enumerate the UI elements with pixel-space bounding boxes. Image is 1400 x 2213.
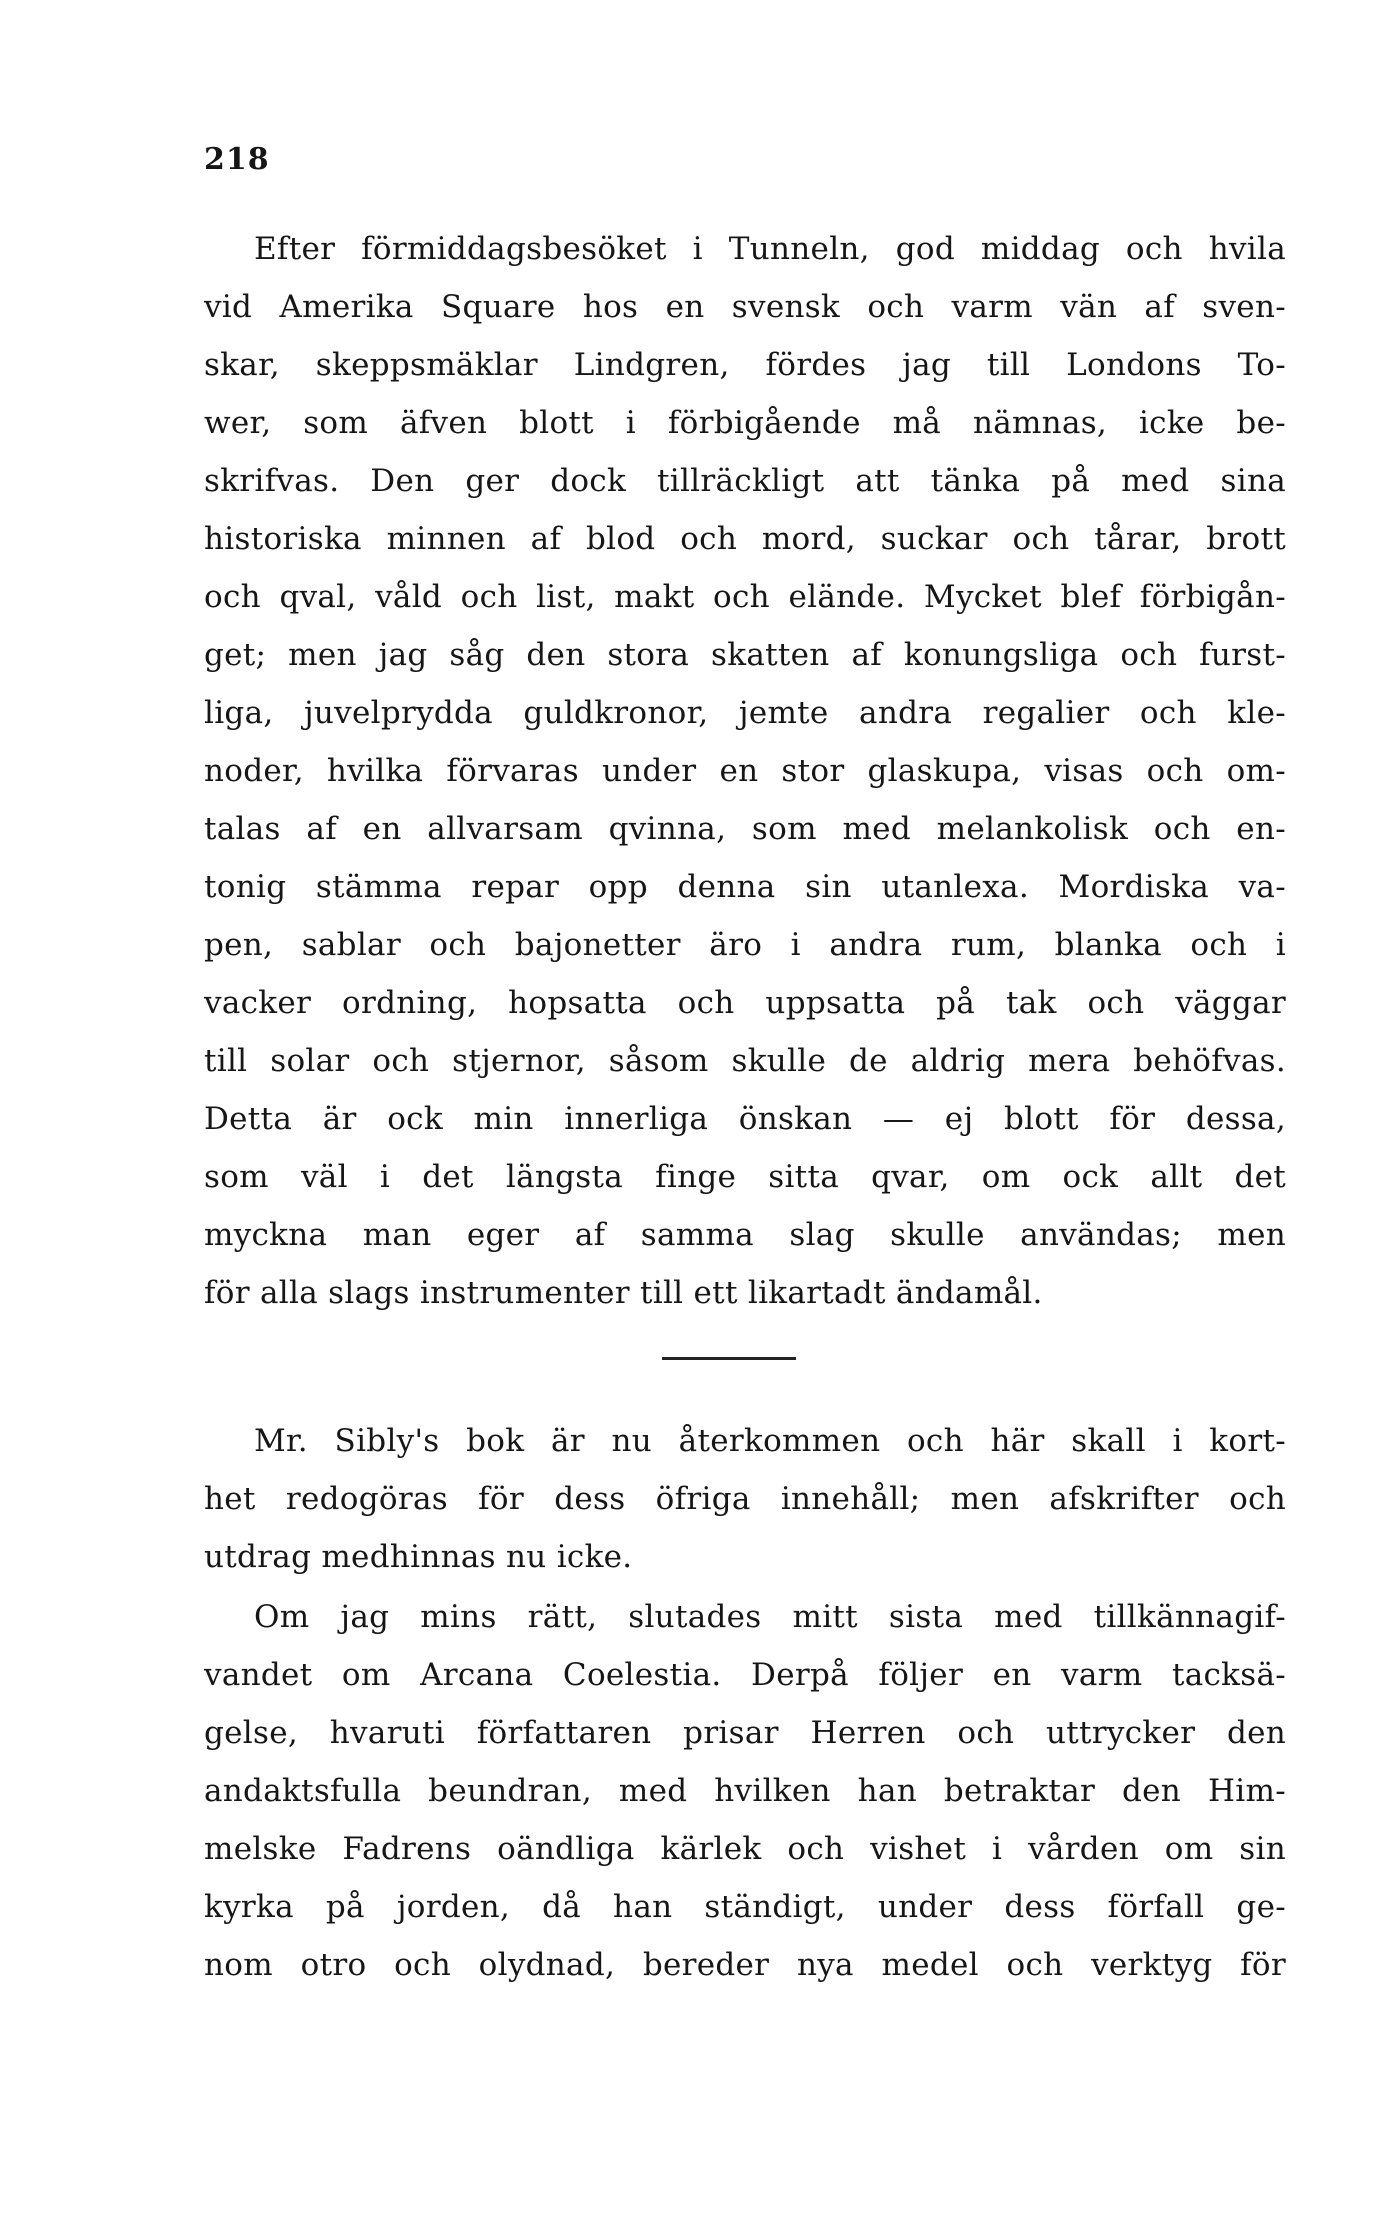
text-line: som väl i det längsta finge sitta qvar, om ock allt det — [204, 1159, 1286, 1195]
text-line: melske Fadrens oändliga kärlek och vishet i vården om sin — [204, 1831, 1286, 1867]
text-line: gelse, hvaruti författaren prisar Herren och uttrycker den — [204, 1715, 1286, 1751]
text-line: Detta är ock min innerliga önskan — ej blott för dessa, — [204, 1101, 1286, 1137]
text-line: vacker ordning, hopsatta och uppsatta på tak och väggar — [204, 985, 1286, 1021]
text-line: het redogöras för dess öfriga innehåll; men afskrifter och — [204, 1481, 1286, 1517]
text-line: nom otro och olydnad, bereder nya medel och verktyg för — [204, 1947, 1286, 1983]
text-line: talas af en allvarsam qvinna, som med melankolisk och en- — [204, 811, 1286, 847]
text-line: kyrka på jorden, då han ständigt, under dess förfall ge- — [204, 1889, 1286, 1925]
text-line: andaktsfulla beundran, med hvilken han betraktar den Him- — [204, 1773, 1286, 1809]
text-line: pen, sablar och bajonetter äro i andra rum, blanka och i — [204, 927, 1286, 963]
text-line: skrifvas. Den ger dock tillräckligt att tänka på med sina — [204, 463, 1286, 499]
text-line: vandet om Arcana Coelestia. Derpå följer en varm tacksä- — [204, 1657, 1286, 1693]
text-line: och qval, våld och list, makt och elände. Mycket blef förbigån- — [204, 579, 1286, 615]
text-line: get; men jag såg den stora skatten af konungsliga och furst- — [204, 637, 1286, 673]
text-line: utdrag medhinnas nu icke. — [204, 1539, 633, 1575]
text-line: vid Amerika Square hos en svensk och varm vän af sven- — [204, 289, 1286, 325]
text-line: skar, skeppsmäklar Lindgren, fördes jag till Londons To- — [204, 347, 1286, 383]
text-line: till solar och stjernor, såsom skulle de aldrig mera behöfvas. — [204, 1043, 1286, 1079]
text-line: liga, juvelprydda guldkronor, jemte andra regalier och kle- — [204, 695, 1286, 731]
text-line: noder, hvilka förvaras under en stor glaskupa, visas och om- — [204, 753, 1286, 789]
paragraph-tower-visit — [204, 220, 1286, 1322]
paragraph-sibly-book — [204, 1412, 1286, 1586]
text-line: Efter förmiddagsbesöket i Tunneln, god middag och hvila — [254, 231, 1286, 267]
page-number: 218 — [204, 142, 270, 177]
text-line: för alla slags instrumenter till ett likartadt ändamål. — [204, 1275, 1043, 1311]
text-line: Mr. Sibly's bok är nu återkommen och här skall i kort- — [254, 1423, 1286, 1459]
paragraph-arcana-coelestia — [204, 1588, 1286, 1994]
text-line: historiska minnen af blod och mord, suckar och tårar, brott — [204, 521, 1286, 557]
text-line: Om jag mins rätt, slutades mitt sista med tillkännagif- — [254, 1599, 1286, 1635]
text-line: myckna man eger af samma slag skulle användas; men — [204, 1217, 1286, 1253]
text-line: tonig stämma repar opp denna sin utanlexa. Mordiska va- — [204, 869, 1286, 905]
text-line: wer, som äfven blott i förbigående må nämnas, icke be- — [204, 405, 1286, 441]
section-divider — [662, 1357, 796, 1360]
